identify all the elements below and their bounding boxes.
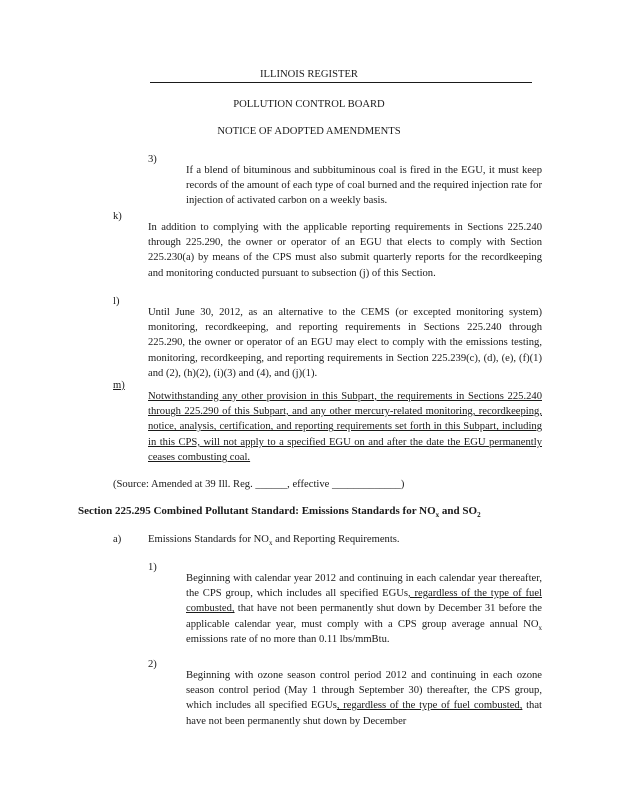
item-text-m-underlined: Notwithstanding any other provision in this Subpart, the requirements in Sections 225.240 through 225.290 of this Subpart, and any other mercury-related monitoring, recordkeeping, notice, analysis, certification, and reporting requirements set forth in this Subpart, including in this CPS, will not apply to a specified EGU on and after the date the EGU permanently ceases combusting coal.	[148, 390, 542, 464]
item-text-a1-part1: Beginning with calendar year 2012 and continuing in each calendar year thereafter, the CPS group, which includes all specified EGUs	[186, 572, 542, 599]
section-title-sub-2: 2	[477, 511, 481, 520]
item-label-a1: 1)	[148, 562, 157, 573]
source-note: (Source: Amended at 39 Ill. Reg. ______, effective _____________)	[113, 479, 405, 490]
item-text-a-suffix: and Reporting Requirements.	[272, 534, 400, 545]
item-text-a1-underlined: , regardless of the type of fuel combusted,	[186, 588, 542, 615]
item-label-j3: 3)	[148, 154, 157, 165]
board-title: POLLUTION CONTROL BOARD	[233, 99, 385, 110]
item-text-m	[148, 389, 542, 466]
item-text-a-sub-x: x	[268, 539, 273, 548]
register-title: ILLINOIS REGISTER	[260, 69, 358, 80]
item-text-k: In addition to complying with the applicable reporting requirements in Sections 225.240 through 225.290, the owner or operator of an EGU that elects to comply with Section 225.230(a) by means of the CPS must also submit quarterly reports for the recordkeeping and monitoring conducted pursuant to subsection (j) of this Section.	[148, 221, 542, 279]
item-text-a1-sub-x: x	[538, 623, 542, 632]
item-label-l: l)	[113, 296, 120, 307]
item-text-a2-underlined: , regardless of the type of fuel combusted,	[336, 700, 523, 712]
section-title-sub-x: x	[435, 511, 440, 520]
section-title-prefix: Section 225.295 Combined Pollutant Standard: Emissions Standards for NO	[78, 505, 436, 517]
item-label-a: a)	[113, 534, 122, 545]
item-text-a1-part3: that have not been permanently shut down by December 31 before the applicable calendar year, must comply with a CPS group average annual NO	[186, 603, 542, 630]
item-text-a-prefix: Emissions Standards for NO	[148, 534, 269, 545]
item-text-a1	[186, 571, 542, 648]
item-text-a1-part4: emissions rate of no more than 0.11 lbs/mmBtu.	[186, 634, 390, 646]
section-title	[78, 504, 481, 519]
notice-title: NOTICE OF ADOPTED AMENDMENTS	[217, 126, 401, 137]
item-text-a2-part1: Beginning with ozone season control period 2012 and continuing in each ozone season control period (May 1 through September 30) thereafter, the CPS group, which includes all specified EGUs	[186, 669, 542, 712]
item-text-a	[148, 532, 400, 547]
item-text-a2-part3: that have not been permanently shut down by December	[186, 700, 542, 727]
item-label-m: m)	[113, 380, 125, 391]
section-title-and: and SO	[439, 505, 478, 517]
item-text-j3: If a blend of bituminous and subbituminous coal is fired in the EGU, it must keep records of the amount of each type of coal burned and the required injection rate for injection of activated carbon on a weekly basis.	[186, 164, 542, 207]
item-label-k: k)	[113, 211, 122, 222]
item-text-l: Until June 30, 2012, as an alternative to the CEMS (or excepted monitoring system) monitoring, recordkeeping, and reporting requirements in Sections 225.240 through 225.290, the owner or operator of an EGU may elect to comply with the emissions testing, monitoring, recordkeeping, and reporting requirements in Section 225.239(c), (d), (e), (f)(1) and (2), (h)(2), (i)(3) and (4), and (j)(1).	[148, 306, 542, 380]
header-rule	[150, 82, 532, 83]
item-text-a2	[186, 668, 542, 730]
item-label-a2: 2)	[148, 659, 157, 670]
